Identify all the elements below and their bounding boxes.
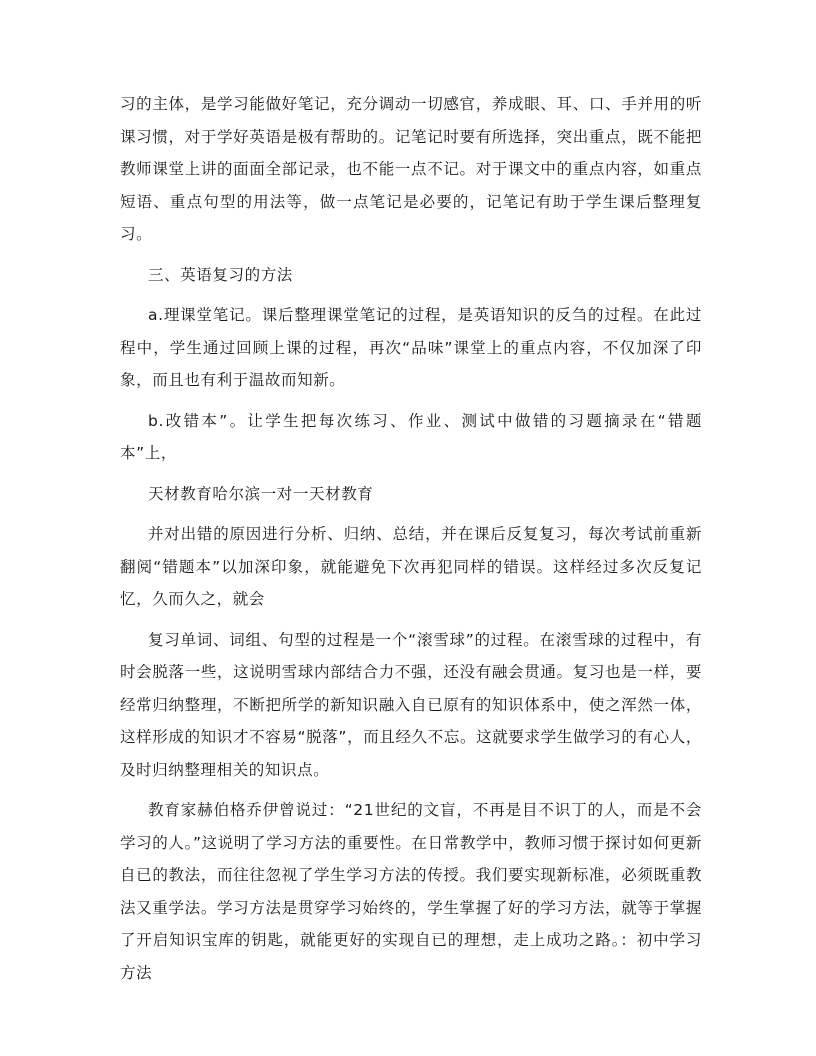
- paragraph-note-taking: 习的主体，是学习能做好笔记，充分调动一切感官，养成眼、耳、口、手并用的听课习惯，对于学好英语是极有帮助的。记笔记时要有所选择，突出重点，既不能把教师课堂上讲的面面全部记录，也不能一点不记。对于课文中的重点内容，如重点短语、重点句型的用法等，做一点笔记是必要的，记笔记有助于学生课后整理复习。: [120, 95, 702, 243]
- paragraph-watermark-line: 天材教育哈尔滨一对一天材教育: [148, 484, 374, 503]
- paragraph-learning-methods: 教育家赫伯格乔伊曾说过：“21世纪的文盲，不再是目不识丁的人，而是不会学习的人。”这说明了学习方法的重要性。在日常教学中，教师习惯于探讨如何更新自已的教法，而往往忽视了学生学习方法的传授。我们要实现新标准，必须既重教法又重学法。学习方法是贯穿学习始终的，学生掌握了好的学习方法，就等于掌握了开启知识宝库的钥匙，就能更好的实现自已的理想，走上成功之路。：初中学习方法: [120, 801, 702, 982]
- paragraph-error-notebook: b.改错本”。让学生把每次练习、作业、测试中做错的习题摘录在“错题本”上，: [120, 411, 702, 462]
- section-heading-review-methods: 三、英语复习的方法: [148, 265, 293, 284]
- paragraph-organize-notes: a.理课堂笔记。课后整理课堂笔记的过程，是英语知识的反刍的过程。在此过程中，学生通过回顾上课的过程，再次“品味”课堂上的重点内容，不仅加深了印象，而且也有利于温故而知新。: [120, 306, 702, 389]
- paragraph-error-analysis: 并对出错的原因进行分析、归纳、总结，并在课后反复复习，每次考试前重新翻阅“错题本”以加深印象，就能避免下次再犯同样的错误。这样经过多次反复记忆，久而久之，就会: [120, 525, 702, 608]
- document-body: [120, 88, 702, 997]
- paragraph-snowball-review: 复习单词、词组、句型的过程是一个“滚雪球”的过程。在滚雪球的过程中，有时会脱落一些，这说明雪球内部结合力不强，还没有融会贯通。复习也是一样，要经常归纳整理，不断把所学的新知识融入自已原有的知识体系中，使之浑然一体，这样形成的知识才不容易“脱落”，而且经久不忘。这就要求学生做学习的有心人，及时归纳整理相关的知识点。: [120, 630, 702, 779]
